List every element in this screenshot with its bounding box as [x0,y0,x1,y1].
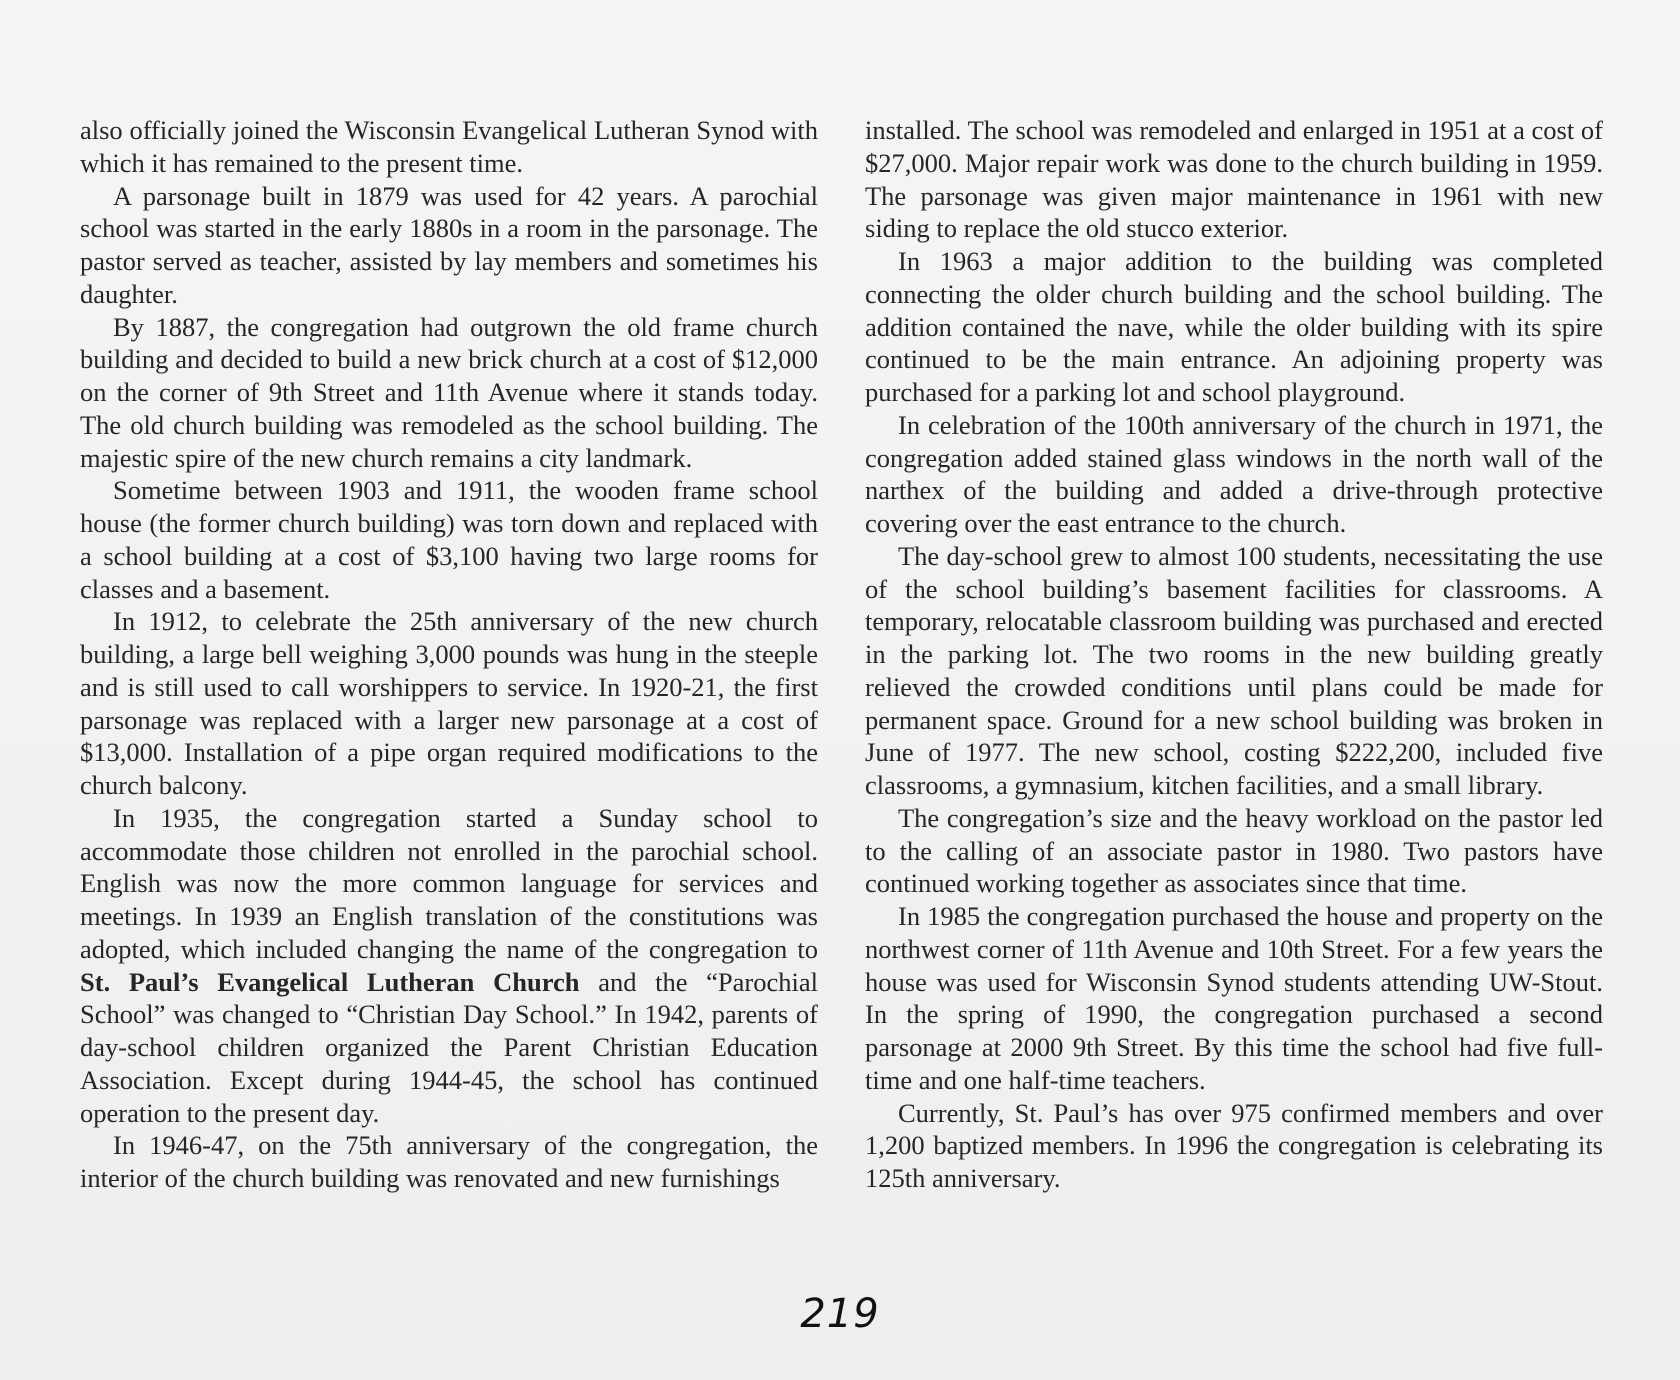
page-number: 219 [800,1291,880,1337]
left-text-column [80,114,818,1195]
paragraph [80,802,818,1130]
paragraph: installed. The school was remodeled and enlarged in 1951 at a cost of $27,000. Major repair work was done to the church building in 1959. The parsonage was given major maintenance in 1961 with new siding to replace the old stucco exterior. [865,115,1603,244]
paragraph: The congregation’s size and the heavy workload on the pastor led to the calling of an associate pastor in 1980. Two pastors have continued working together as associates since that time. [865,802,1603,899]
paragraph: In celebration of the 100th anniversary of the church in 1971, the congregation added stained glass windows in the north wall of the narthex of the building and added a drive-through protective covering over the east entrance to the church. [865,409,1603,538]
right-text-column [865,114,1603,1195]
paragraph-text: and the “Parochial School” was changed to “Christian Day School.” In 1942, parents of day-school children organized the Parent Christian Education Association. Except during 1944-45, the school has continued operation to the present day. [80,966,819,1128]
paragraph: In 1912, to celebrate the 25th anniversary of the new church building, a large bell weighing 3,000 pounds was hung in the steeple and is still used to call worshippers to service. In 1920-21, the first parsonage was replaced with a larger new parsonage at a cost of $13,000. Installation of a pipe organ required modifications to the church balcony. [80,606,818,800]
church-name-bold: St. Paul’s Evangelical Lutheran Church [80,966,580,997]
paragraph-text: In 1935, the congregation started a Sunday school to accommodate those children not enrolled in the parochial school. English was now the more common language for services and meetings. In 1939 an English translation of the constitutions was adopted, which included changing the name of the congregation to [80,802,818,964]
paragraph: also officially joined the Wisconsin Evangelical Lutheran Synod with which it has remained to the present time. [80,115,818,178]
paragraph: In 1985 the congregation purchased the house and property on the northwest corner of 11th Avenue and 10th Street. For a few years the house was used for Wisconsin Synod students attending UW-Stout. In the spring of 1990, the congregation purchased a second parsonage at 2000 9th Street. By this time the school had five full-time and one half-time teachers. [865,901,1603,1095]
paragraph: In 1946-47, on the 75th anniversary of the congregation, the interior of the church building was renovated and new furnishings [80,1130,818,1193]
paragraph: Currently, St. Paul’s has over 975 confirmed members and over 1,200 baptized members. In 1996 the congregation is celebrating its 125th anniversary. [865,1097,1603,1193]
paragraph: By 1887, the congregation had outgrown the old frame church building and decided to build a new brick church at a cost of $12,000 on the corner of 9th Street and 11th Avenue where it stands today. The old church building was remodeled as the school building. The majestic spire of the new church remains a city landmark. [80,311,818,473]
paragraph: In 1963 a major addition to the building was completed connecting the older church building and the school building. The addition contained the nave, while the older building with its spire continued to be the main entrance. An adjoining property was purchased for a parking lot and school playground. [865,246,1603,407]
paragraph: A parsonage built in 1879 was used for 42 years. A parochial school was started in the early 1880s in a room in the parsonage. The pastor served as teacher, assisted by lay members and sometimes his daughter. [80,180,818,309]
paragraph: The day-school grew to almost 100 students, necessitating the use of the school building’s basement facilities for classrooms. A temporary, relocatable classroom building was purchased and erected in the parking lot. The two rooms in the new building greatly relieved the crowded conditions until plans could be made for permanent space. Ground for a new school building was broken in June of 1977. The new school, costing $222,200, included five classrooms, a gymnasium, kitchen facilities, and a small library. [865,540,1603,800]
paragraph: Sometime between 1903 and 1911, the wooden frame school house (the former church building) was torn down and replaced with a school building at a cost of $3,100 having two large rooms for classes and a basement. [80,475,818,604]
